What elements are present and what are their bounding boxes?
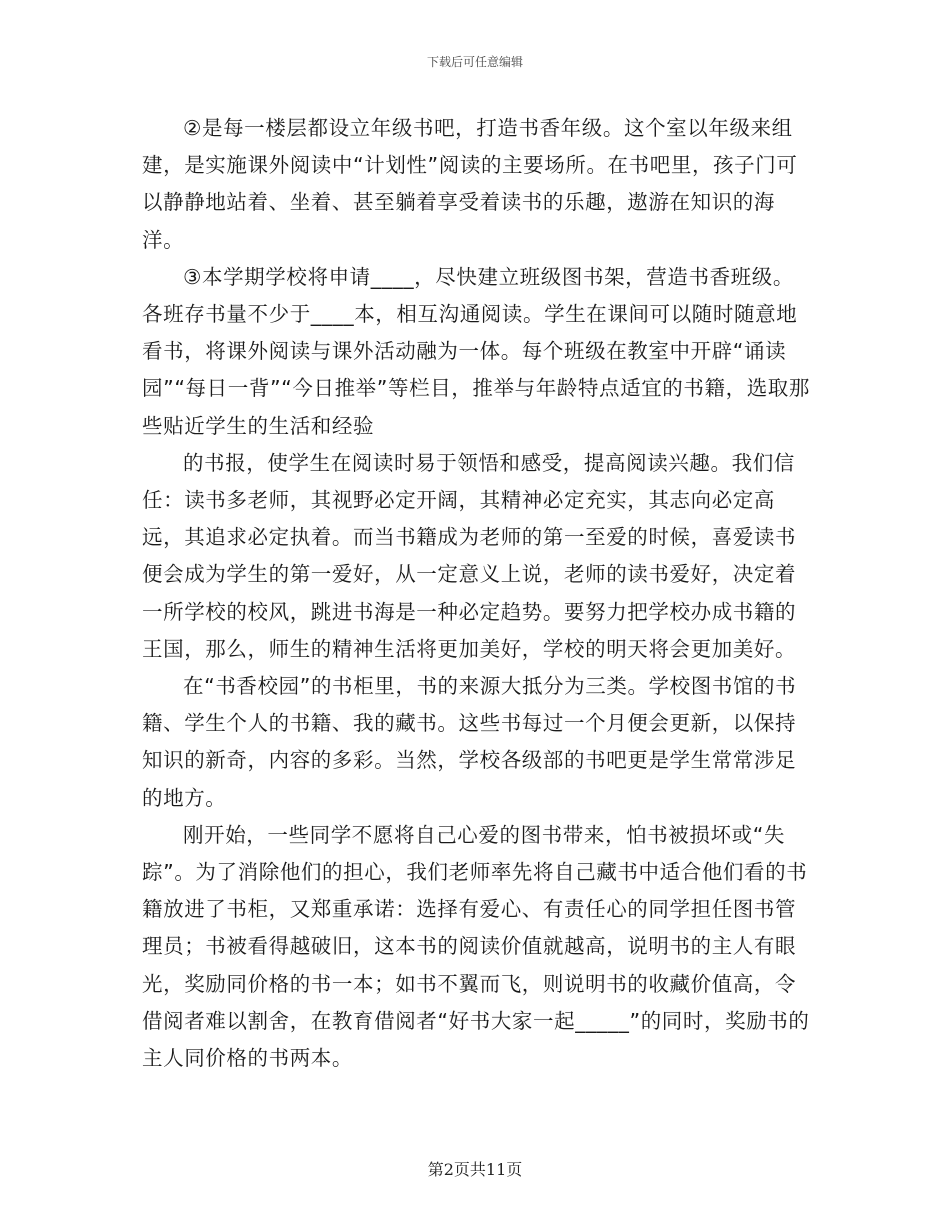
- document-body: [142, 110, 810, 1077]
- page-header: 下载后可任意编辑: [426, 55, 523, 69]
- page-number: 第2页共11页: [427, 1160, 523, 1179]
- paragraph-4: 在“书香校园”的书柜里，书的来源大抵分为三类。学校图书馆的书籍、学生个人的书籍、我的藏书。这些书每过一个月便会更新，以保持知识的新奇，内容的多彩。当然，学校各级部的书吧更是学生常常涉足的地方。: [142, 674, 797, 810]
- paragraph-2: ③本学期学校将申请____，尽快建立班级图书架，营造书香班级。各班存书量不少于____本，相互沟通阅读。学生在课间可以随时随意地看书，将课外阅读与课外活动融为一体。每个班级在教室中开辟“诵读园”“每日一背”“今日推举”等栏目，推举与年龄特点适宜的书籍，选取那些贴近学生的生活和经验: [142, 264, 810, 438]
- paragraph-1: ②是每一楼层都设立年级书吧，打造书香年级。这个室以年级来组建，是实施课外阅读中“计划性”阅读的主要场所。在书吧里，孩子门可以静静地站着、坐着、甚至躺着享受着读书的乐趣，遨游在知识的海洋。: [142, 116, 798, 252]
- paragraph-3: 的书报，使学生在阅读时易于领悟和感受，提高阅读兴趣。我们信任：读书多老师，其视野必定开阔，其精神必定充实，其志向必定高远，其追求必定执着。而当书籍成为老师的第一至爱的时候，喜爱读书便会成为学生的第一爱好，从一定意义上说，老师的读书爱好，决定着一所学校的校风，跳进书海是一种必定趋势。要努力把学校办成书籍的王国，那么，师生的精神生活将更加美好，学校的明天将会更加美好。: [142, 450, 797, 661]
- paragraph-5: 刚开始，一些同学不愿将自己心爱的图书带来，怕书被损坏或“失踪”。为了消除他们的担心，我们老师率先将自己藏书中适合他们看的书籍放进了书柜，又郑重承诺：选择有爱心、有责任心的同学担任图书管理员；书被看得越破旧，这本书的阅读价值就越高，说明书的主人有眼光，奖励同价格的书一本；如书不翼而飞，则说明书的收藏价值高，令借阅者难以割舍，在教育借阅者“好书大家一起_____”的同时，奖励书的主人同价格的书两本。: [142, 822, 810, 1071]
